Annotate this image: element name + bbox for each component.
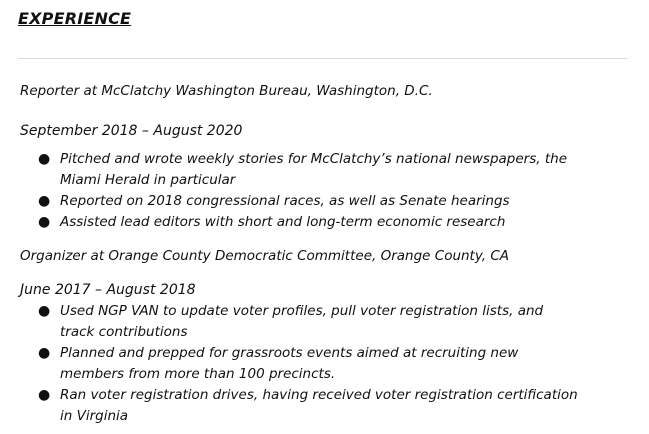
bullet-dot-icon: ● — [38, 387, 51, 403]
list-item — [0, 301, 580, 343]
bullet-text: Planned and prepped for grassroots events aimed at recruiting new members from more than 100 precincts. — [60, 345, 519, 382]
list-item — [0, 191, 580, 212]
job-bullet-list — [0, 301, 580, 427]
job-title: Organizer at Orange County Democratic Committee, Orange County, CA — [20, 248, 510, 264]
bullet-dot-icon: ● — [38, 193, 51, 209]
job-dates: September 2018 – August 2020 — [20, 123, 243, 139]
bullet-text: Ran voter registration drives, having received voter registration certification in Virginia — [60, 387, 578, 424]
bullet-text: Assisted lead editors with short and long-term economic research — [60, 214, 506, 230]
job-bullet-list — [0, 149, 580, 233]
job-title: Reporter at McClatchy Washington Bureau, Washington, D.C. — [20, 83, 433, 99]
section-divider — [18, 58, 628, 59]
bullet-dot-icon: ● — [38, 214, 51, 230]
bullet-text: Pitched and wrote weekly stories for McClatchy’s national newspapers, the Miami Herald in particular — [60, 151, 568, 188]
bullet-text: Used NGP VAN to update voter profiles, pull voter registration lists, and track contributions — [60, 303, 544, 340]
list-item — [0, 212, 580, 233]
list-item — [0, 385, 580, 427]
bullet-dot-icon: ● — [38, 345, 51, 361]
bullet-dot-icon: ● — [38, 151, 51, 167]
bullet-text: Reported on 2018 congressional races, as well as Senate hearings — [60, 193, 510, 209]
list-item — [0, 149, 580, 191]
bullet-dot-icon: ● — [38, 303, 51, 319]
job-dates: June 2017 – August 2018 — [20, 282, 196, 298]
list-item — [0, 343, 580, 385]
section-heading: EXPERIENCE — [18, 9, 132, 28]
